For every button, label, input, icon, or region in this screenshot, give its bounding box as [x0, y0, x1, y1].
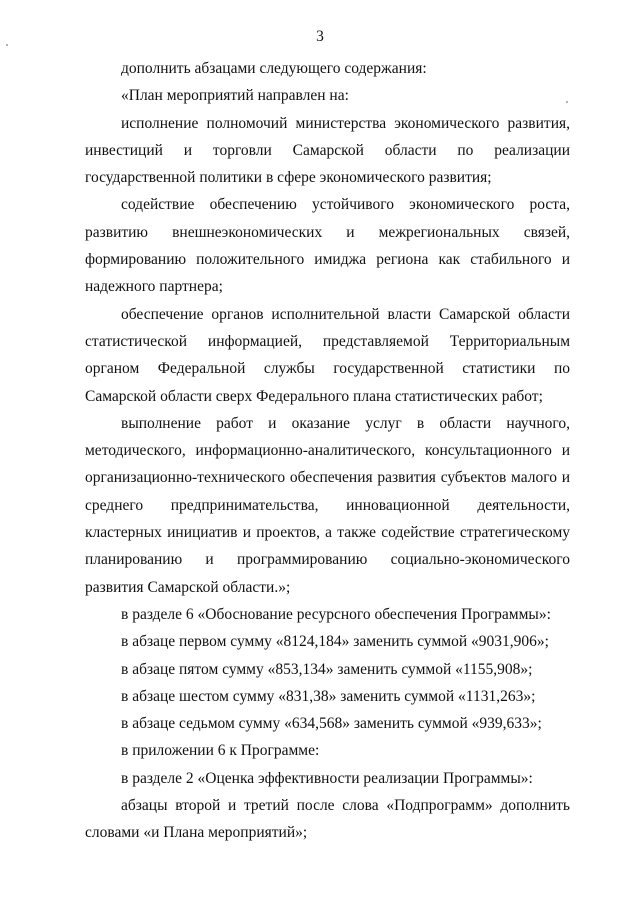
- paragraph-amendment: в абзаце первом сумму «8124,184» заменить суммой «9031,906»;: [121, 633, 549, 651]
- paragraph-plan-heading: «План мероприятий направлен на:: [121, 87, 349, 105]
- paragraph-plan-item: обеспечение органов исполнительной власти Самарской области статистической информацией, представляемой Территориальным органом Федеральной службы государственной статистики по Самарской области сверх Федерального плана статистических работ;: [85, 305, 570, 405]
- paragraph-section-6: в разделе 6 «Обоснование ресурсного обеспечения Программы»:: [121, 605, 551, 623]
- paragraph-section-2: в разделе 2 «Оценка эффективности реализации Программы»:: [121, 769, 533, 787]
- document-body: [85, 55, 570, 847]
- paragraph-amendment: в абзаце шестом сумму «831,38» заменить суммой «1131,263»;: [121, 687, 536, 705]
- paragraph-plan-item: исполнение полномочий министерства экономического развития, инвестиций и торговли Самарской области по реализации государственной политики в сфере экономического развития;: [85, 114, 570, 187]
- paragraph-intro: дополнить абзацами следующего содержания:: [121, 60, 427, 77]
- paragraph-appendix: в приложении 6 к Программе:: [121, 742, 320, 760]
- paragraph-amendment: в абзаце пятом сумму «853,134» заменить суммой «1155,908»;: [121, 660, 533, 678]
- page-number: 3: [316, 28, 324, 45]
- paragraph-plan-item: выполнение работ и оказание услуг в области научного, методического, информационно-аналитического, консультационного и организационно-технического обеспечения развития субъектов малого и среднего предпринимательства, инновационной деятельности, кластерных инициатив и проектов, а также содействие стратегическому планированию и программированию социально-экономического развития Самарской области.»;: [85, 414, 570, 596]
- paragraph-plan-item: содействие обеспечению устойчивого экономического роста, развитию внешнеэкономических и межрегиональных связей, формированию положительного имиджа региона как стабильного и надежного партнера;: [85, 196, 570, 296]
- paragraph-amendment: в абзаце седьмом сумму «634,568» заменить суммой «939,633»;: [121, 715, 542, 733]
- paragraph-amendment: абзацы второй и третий после слова «Подпрограмм» дополнить словами «и Плана мероприятий»;: [85, 797, 570, 842]
